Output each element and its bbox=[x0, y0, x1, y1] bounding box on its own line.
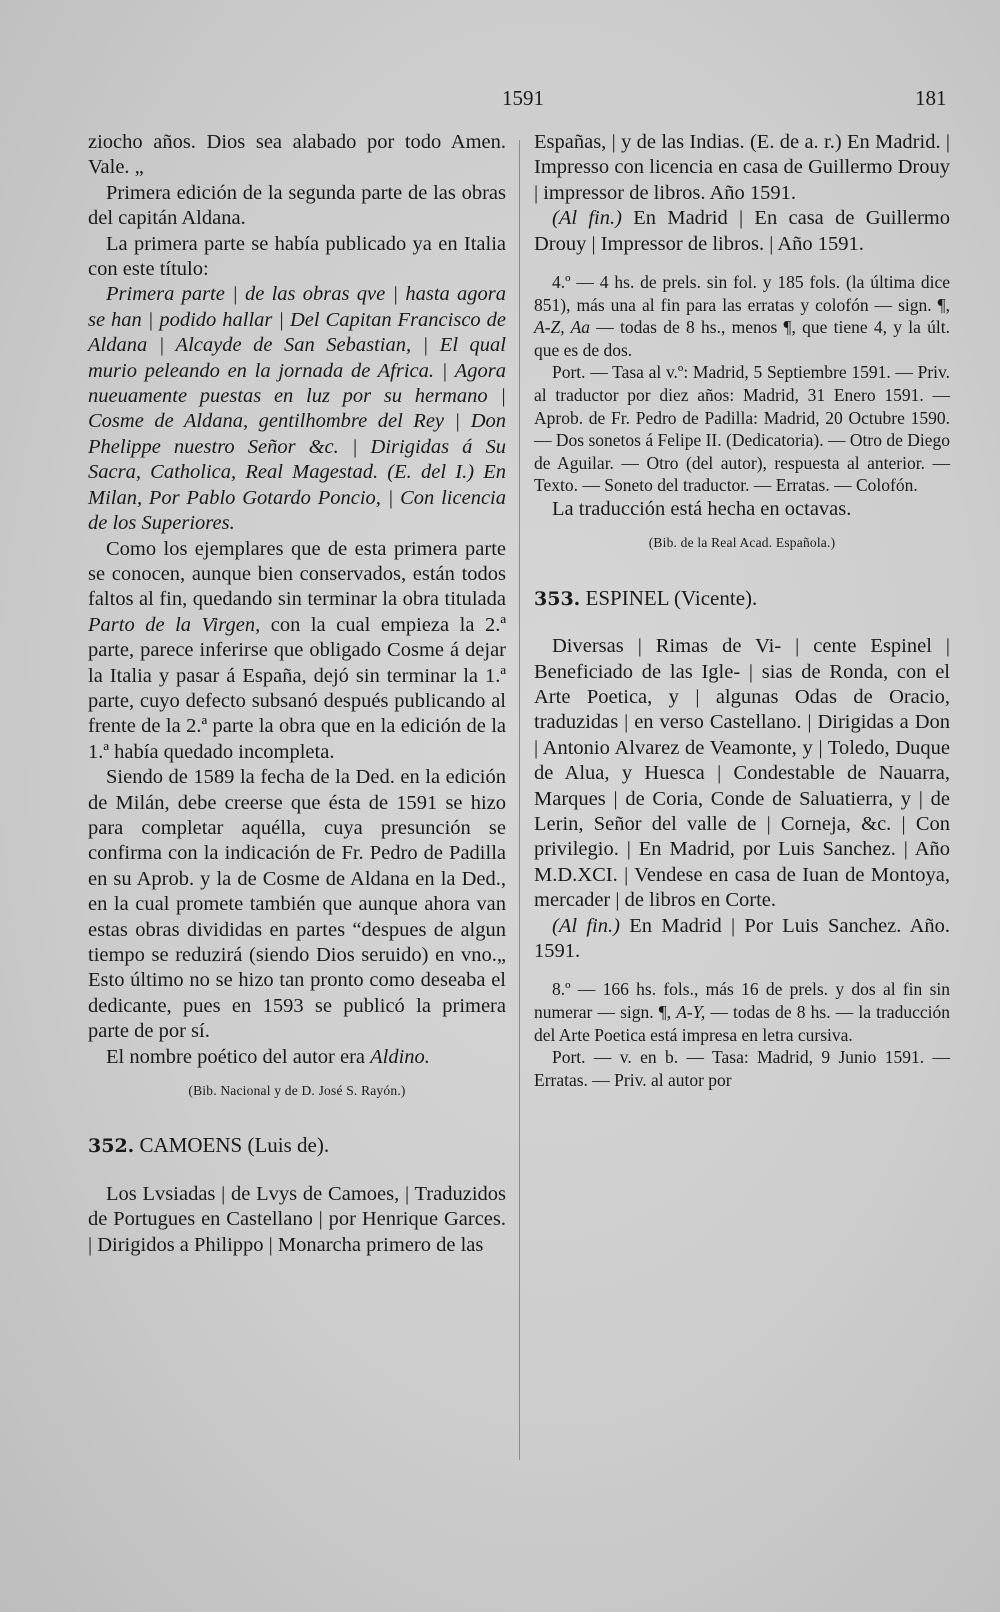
paragraph-collation-353 bbox=[534, 978, 950, 1046]
paragraph-colophon bbox=[534, 206, 950, 257]
paragraph-first-part-intro: La primera parte se había publicado ya en Italia con este título: bbox=[88, 232, 506, 281]
running-head bbox=[0, 86, 1000, 116]
collation-352-b: — todas de 8 hs., menos ¶, que tiene 4, y la últ. que es de dos. bbox=[534, 317, 951, 360]
paragraph-collation-352 bbox=[534, 271, 950, 361]
entry-353-author: ESPINEL (Vicente). bbox=[585, 585, 758, 610]
header-year: 1591 bbox=[502, 86, 544, 110]
source-citation-2: (Bib. de la Real Acad. Española.) bbox=[648, 535, 836, 551]
right-column bbox=[534, 130, 950, 1091]
paragraph-continuation: ziocho años. Dios sea alabado por todo Amen. Vale. „ bbox=[88, 131, 506, 179]
paragraph-contents-352: Port. — Tasa al v.º: Madrid, 5 Septiembre 1591. — Priv. al traductor por diez años: Madrid, 31 Enero 1591. — Aprob. de Fr. Pedro de Padilla: Madrid, 20 Octubre 1590. — Dos sonetos á Felipe II. (Dedicatoria). — Otro de Diego de Aguilar. — Otro (del autor), respuesta al anterior. — Texto. — Soneto del traductor. — Erratas. — Colofón. bbox=[534, 362, 951, 496]
paragraph-copies-note bbox=[88, 537, 506, 766]
entry-352-number: 352. bbox=[88, 1135, 135, 1158]
copies-note-text-a: Como los ejemplares que de esta primera parte se conocen, aunque bien conservados, están todos faltos al fin, quedando sin terminar la obra titulada bbox=[88, 537, 506, 611]
work-title-parto: Parto de la Virgen, bbox=[88, 613, 261, 636]
paragraph-translation-note: La traducción está hecha en octavas. bbox=[552, 497, 852, 520]
collation-353-signatures: A-Y, bbox=[676, 1002, 706, 1023]
entry-353-title-text: Diversas | Rimas de Vi- | cente Espinel | Beneficiado de las Igle- | sias de Ronda, con el Arte Poetica, y | algunas Odas de Oracio, traduzidas | en verso Castellano. | Dirigidas a Don | Antonio Alvarez de Veamonte, y | Toledo, Duque de Alua, y Huesca | Condestable de Nauarra, Marques | de Coria, Conde de Saluatierra, y | de Lerin, Señor del valle de | Corneja, &c. | Con privilegio. | En Madrid, por Luis Sanchez. | Año M.D.XCI. | Vendese en casa de Iuan de Montoya, mercader | de libros en Corte. bbox=[534, 635, 950, 912]
poetic-name: Aldino. bbox=[370, 1045, 430, 1068]
paragraph-dedication-note: Siendo de 1589 la fecha de la Ded. en la edición de Milán, debe creerse que ésta de 1591 se hizo para completar aquélla, cuya presunción se confirma con la indicación de Fr. Pedro de Padilla en su Aprob. y la de Cosme de Aldana en la Ded., en la cual promete también que aunque ahora van estas obras divididas en partes “despues de algun tiempo se reduzirá (siendo Dios seruido) en vno.„ Esto último no se hizo tan pronto como deseaba el dedicante, pues en 1593 se publicó la primera parte de por sí. bbox=[88, 766, 506, 1043]
entry-353-heading bbox=[534, 586, 950, 612]
paragraph-colophon-353 bbox=[534, 914, 950, 965]
collation-353-a: 8.º — 166 hs. fols., más 16 de prels. y dos al fin sin numerar — sign. ¶, bbox=[534, 979, 950, 1023]
paragraph-imprint: Españas, | y de las Indias. (E. de a. r.) En Madrid. | Impresso con licencia en casa de Guillermo Drouy | impressor de libros. Año 1591. bbox=[534, 131, 950, 204]
paragraph-poetic-name bbox=[88, 1045, 506, 1070]
poetic-name-text: El nombre poético del autor era bbox=[106, 1045, 365, 1068]
column-divider bbox=[519, 140, 520, 1460]
entry-352-heading bbox=[88, 1133, 506, 1159]
paragraph-edition-note: Primera edición de la segunda parte de las obras del capitán Aldana. bbox=[88, 181, 506, 230]
al-fin-label-1: (Al fin.) bbox=[552, 207, 622, 230]
collation-352-signatures: A-Z, Aa bbox=[534, 317, 591, 338]
left-column bbox=[88, 130, 506, 1258]
colophon-text-2: En Madrid | Por Luis Sanchez. Año. 1591. bbox=[534, 914, 950, 963]
page-number: 181 bbox=[915, 86, 947, 110]
al-fin-label-2: (Al fin.) bbox=[552, 914, 620, 937]
copies-note-text-b: con la cual empieza la 2.ª parte, parece inferirse que obligado Cosme á dejar la Italia y pasar á España, dejó sin terminar la 1.ª parte, cuyo defecto subsanó después publicando al frente de la 2.ª parte la obra que en la edición de la 1.ª había quedado incompleta. bbox=[88, 613, 506, 763]
entry-353-number: 353. bbox=[534, 587, 581, 610]
collation-353-b: — todas de 8 hs. — la traducción del Arte Poetica está impresa en letra cursiva. bbox=[534, 1002, 950, 1045]
paragraph-contents-353: Port. — v. en b. — Tasa: Madrid, 9 Junio 1591. — Erratas. — Priv. al autor por bbox=[534, 1047, 950, 1090]
entry-352-author: CAMOENS (Luis de). bbox=[139, 1133, 330, 1158]
entry-352-title-text: Los Lvsiadas | de Lvys de Camoes, | Traduzidos de Portugues en Castellano | por Henrique Garces. | Dirigidos a Philippo | Monarcha primero de las bbox=[88, 1182, 506, 1256]
spacer bbox=[534, 257, 950, 271]
spacer bbox=[534, 964, 950, 978]
paragraph-first-part-title: Primera parte | de las obras qve | hasta agora se han | podido hallar | Del Capitan Francisco de Aldana | Alcayde de San Sebastian, | El qual murio peleando en la jornada de Africa. | Agora nueuamente puestas en luz por su hermano | Cosme de Aldana, gentilhombre del Rey | Don Phelippe nuestro Señor &c. | Dirigidas á Su Sacra, Catholica, Real Magestad. (E. del I.) En Milan, Por Pablo Gotardo Poncio, | Con licencia de los Superiores. bbox=[88, 283, 506, 535]
source-citation-1: (Bib. Nacional y de D. José S. Rayón.) bbox=[188, 1083, 406, 1099]
colophon-text-1: En Madrid | En casa de Guillermo Drouy | Impressor de libros. | Año 1591. bbox=[534, 207, 950, 255]
collation-352-a: 4.º — 4 hs. de prels. sin fol. y 185 fols. (la última dice 851), más una al fin para las erratas y colofón — sign. ¶, bbox=[534, 272, 950, 315]
